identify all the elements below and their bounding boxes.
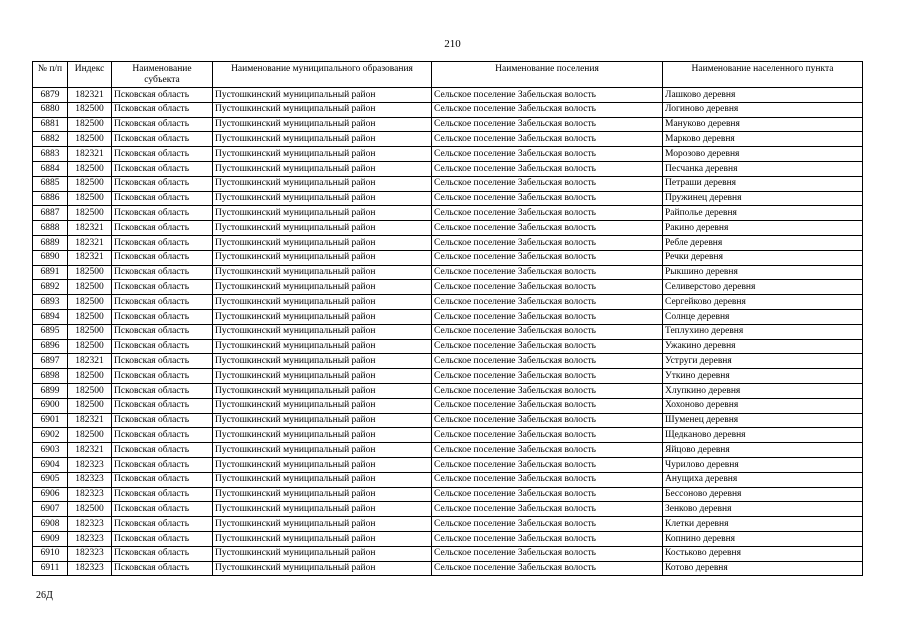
- cell-subject-name: Псковская область: [112, 561, 213, 576]
- cell-postal-index: 182500: [68, 398, 112, 413]
- cell-locality-name: Хохоново деревня: [663, 398, 863, 413]
- cell-subject-name: Псковская область: [112, 443, 213, 458]
- table-row: [33, 309, 863, 324]
- cell-locality-name: Шуменец деревня: [663, 413, 863, 428]
- cell-settlement-name: Сельское поселение Забельская волость: [432, 413, 663, 428]
- cell-row-number: 6896: [33, 339, 68, 354]
- table-body: [33, 88, 863, 576]
- footer-code: 26Д: [36, 590, 53, 601]
- cell-postal-index: 182500: [68, 132, 112, 147]
- cell-postal-index: 182321: [68, 235, 112, 250]
- cell-municipality-name: Пустошкинский муниципальный район: [213, 250, 432, 265]
- table-row: [33, 502, 863, 517]
- table-row: [33, 546, 863, 561]
- cell-row-number: 6899: [33, 383, 68, 398]
- cell-postal-index: 182500: [68, 280, 112, 295]
- cell-municipality-name: Пустошкинский муниципальный район: [213, 132, 432, 147]
- cell-subject-name: Псковская область: [112, 369, 213, 384]
- cell-settlement-name: Сельское поселение Забельская волость: [432, 457, 663, 472]
- cell-settlement-name: Сельское поселение Забельская волость: [432, 339, 663, 354]
- cell-subject-name: Псковская область: [112, 339, 213, 354]
- cell-subject-name: Псковская область: [112, 309, 213, 324]
- table-row: [33, 250, 863, 265]
- cell-row-number: 6909: [33, 531, 68, 546]
- cell-locality-name: Ракино деревня: [663, 221, 863, 236]
- table-row: [33, 531, 863, 546]
- cell-row-number: 6880: [33, 102, 68, 117]
- cell-subject-name: Псковская область: [112, 191, 213, 206]
- cell-subject-name: Псковская область: [112, 428, 213, 443]
- table-row: [33, 88, 863, 103]
- cell-subject-name: Псковская область: [112, 161, 213, 176]
- cell-subject-name: Псковская область: [112, 487, 213, 502]
- cell-postal-index: 182323: [68, 472, 112, 487]
- cell-postal-index: 182321: [68, 221, 112, 236]
- cell-locality-name: Мануково деревня: [663, 117, 863, 132]
- table-row: [33, 443, 863, 458]
- cell-locality-name: Ужакино деревня: [663, 339, 863, 354]
- cell-municipality-name: Пустошкинский муниципальный район: [213, 472, 432, 487]
- table-row: [33, 235, 863, 250]
- table-row: [33, 487, 863, 502]
- cell-locality-name: Морозово деревня: [663, 147, 863, 162]
- cell-locality-name: Рыкшино деревня: [663, 265, 863, 280]
- cell-locality-name: Пружинец деревня: [663, 191, 863, 206]
- cell-municipality-name: Пустошкинский муниципальный район: [213, 235, 432, 250]
- cell-locality-name: Марково деревня: [663, 132, 863, 147]
- cell-subject-name: Псковская область: [112, 117, 213, 132]
- cell-postal-index: 182500: [68, 117, 112, 132]
- cell-settlement-name: Сельское поселение Забельская волость: [432, 443, 663, 458]
- cell-subject-name: Псковская область: [112, 472, 213, 487]
- cell-settlement-name: Сельское поселение Забельская волость: [432, 354, 663, 369]
- table-row: [33, 324, 863, 339]
- cell-municipality-name: Пустошкинский муниципальный район: [213, 354, 432, 369]
- cell-postal-index: 182321: [68, 147, 112, 162]
- col-header-municipality: Наименование муниципального образования: [213, 62, 432, 88]
- cell-row-number: 6881: [33, 117, 68, 132]
- cell-subject-name: Псковская область: [112, 147, 213, 162]
- cell-row-number: 6879: [33, 88, 68, 103]
- cell-municipality-name: Пустошкинский муниципальный район: [213, 339, 432, 354]
- cell-locality-name: Хлупкино деревня: [663, 383, 863, 398]
- cell-subject-name: Псковская область: [112, 295, 213, 310]
- table-row: [33, 102, 863, 117]
- col-header-index: Индекс: [68, 62, 112, 88]
- cell-municipality-name: Пустошкинский муниципальный район: [213, 161, 432, 176]
- cell-postal-index: 182500: [68, 339, 112, 354]
- cell-locality-name: Песчанка деревня: [663, 161, 863, 176]
- cell-municipality-name: Пустошкинский муниципальный район: [213, 398, 432, 413]
- cell-municipality-name: Пустошкинский муниципальный район: [213, 457, 432, 472]
- cell-subject-name: Псковская область: [112, 413, 213, 428]
- cell-settlement-name: Сельское поселение Забельская волость: [432, 176, 663, 191]
- settlements-table: [32, 61, 863, 576]
- cell-municipality-name: Пустошкинский муниципальный район: [213, 413, 432, 428]
- cell-row-number: 6887: [33, 206, 68, 221]
- table-row: [33, 176, 863, 191]
- cell-row-number: 6884: [33, 161, 68, 176]
- cell-postal-index: 182500: [68, 206, 112, 221]
- cell-postal-index: 182323: [68, 487, 112, 502]
- cell-postal-index: 182321: [68, 413, 112, 428]
- cell-row-number: 6892: [33, 280, 68, 295]
- cell-postal-index: 182500: [68, 191, 112, 206]
- cell-postal-index: 182500: [68, 309, 112, 324]
- table-row: [33, 221, 863, 236]
- cell-postal-index: 182500: [68, 102, 112, 117]
- cell-subject-name: Псковская область: [112, 102, 213, 117]
- cell-municipality-name: Пустошкинский муниципальный район: [213, 191, 432, 206]
- cell-subject-name: Псковская область: [112, 132, 213, 147]
- cell-postal-index: 182500: [68, 161, 112, 176]
- cell-row-number: 6901: [33, 413, 68, 428]
- cell-settlement-name: Сельское поселение Забельская волость: [432, 102, 663, 117]
- cell-settlement-name: Сельское поселение Забельская волость: [432, 132, 663, 147]
- cell-subject-name: Псковская область: [112, 250, 213, 265]
- cell-subject-name: Псковская область: [112, 176, 213, 191]
- cell-locality-name: Клетки деревня: [663, 517, 863, 532]
- cell-settlement-name: Сельское поселение Забельская волость: [432, 161, 663, 176]
- cell-municipality-name: Пустошкинский муниципальный район: [213, 487, 432, 502]
- cell-municipality-name: Пустошкинский муниципальный район: [213, 517, 432, 532]
- table-row: [33, 191, 863, 206]
- cell-municipality-name: Пустошкинский муниципальный район: [213, 531, 432, 546]
- cell-postal-index: 182323: [68, 561, 112, 576]
- cell-locality-name: Костьково деревня: [663, 546, 863, 561]
- cell-municipality-name: Пустошкинский муниципальный район: [213, 383, 432, 398]
- cell-municipality-name: Пустошкинский муниципальный район: [213, 309, 432, 324]
- cell-settlement-name: Сельское поселение Забельская волость: [432, 502, 663, 517]
- cell-settlement-name: Сельское поселение Забельская волость: [432, 546, 663, 561]
- cell-row-number: 6891: [33, 265, 68, 280]
- table-row: [33, 339, 863, 354]
- table-row: [33, 206, 863, 221]
- cell-postal-index: 182321: [68, 250, 112, 265]
- cell-postal-index: 182323: [68, 531, 112, 546]
- cell-municipality-name: Пустошкинский муниципальный район: [213, 502, 432, 517]
- cell-row-number: 6897: [33, 354, 68, 369]
- cell-municipality-name: Пустошкинский муниципальный район: [213, 102, 432, 117]
- cell-locality-name: Райполье деревня: [663, 206, 863, 221]
- cell-settlement-name: Сельское поселение Забельская волость: [432, 309, 663, 324]
- cell-municipality-name: Пустошкинский муниципальный район: [213, 147, 432, 162]
- cell-subject-name: Псковская область: [112, 531, 213, 546]
- cell-municipality-name: Пустошкинский муниципальный район: [213, 265, 432, 280]
- cell-row-number: 6883: [33, 147, 68, 162]
- cell-settlement-name: Сельское поселение Забельская волость: [432, 250, 663, 265]
- cell-locality-name: Копнино деревня: [663, 531, 863, 546]
- cell-row-number: 6908: [33, 517, 68, 532]
- cell-subject-name: Псковская область: [112, 546, 213, 561]
- cell-municipality-name: Пустошкинский муниципальный район: [213, 280, 432, 295]
- cell-settlement-name: Сельское поселение Забельская волость: [432, 191, 663, 206]
- cell-subject-name: Псковская область: [112, 398, 213, 413]
- table-row: [33, 280, 863, 295]
- cell-subject-name: Псковская область: [112, 265, 213, 280]
- cell-settlement-name: Сельское поселение Забельская волость: [432, 117, 663, 132]
- cell-row-number: 6905: [33, 472, 68, 487]
- table-row: [33, 161, 863, 176]
- cell-municipality-name: Пустошкинский муниципальный район: [213, 295, 432, 310]
- cell-locality-name: Бессоново деревня: [663, 487, 863, 502]
- cell-postal-index: 182500: [68, 295, 112, 310]
- cell-locality-name: Солнце деревня: [663, 309, 863, 324]
- cell-municipality-name: Пустошкинский муниципальный район: [213, 176, 432, 191]
- cell-locality-name: Котово деревня: [663, 561, 863, 576]
- table-row: [33, 398, 863, 413]
- cell-municipality-name: Пустошкинский муниципальный район: [213, 221, 432, 236]
- cell-postal-index: 182500: [68, 369, 112, 384]
- cell-settlement-name: Сельское поселение Забельская волость: [432, 324, 663, 339]
- cell-settlement-name: Сельское поселение Забельская волость: [432, 206, 663, 221]
- cell-settlement-name: Сельское поселение Забельская волость: [432, 147, 663, 162]
- settlements-table-container: [32, 61, 863, 576]
- cell-subject-name: Псковская область: [112, 280, 213, 295]
- table-row: [33, 132, 863, 147]
- cell-subject-name: Псковская область: [112, 354, 213, 369]
- cell-row-number: 6910: [33, 546, 68, 561]
- col-header-number: № п/п: [33, 62, 68, 88]
- table-row: [33, 561, 863, 576]
- cell-row-number: 6898: [33, 369, 68, 384]
- cell-subject-name: Псковская область: [112, 235, 213, 250]
- cell-locality-name: Селиверстово деревня: [663, 280, 863, 295]
- table-row: [33, 413, 863, 428]
- cell-row-number: 6890: [33, 250, 68, 265]
- cell-municipality-name: Пустошкинский муниципальный район: [213, 88, 432, 103]
- cell-settlement-name: Сельское поселение Забельская волость: [432, 280, 663, 295]
- cell-row-number: 6885: [33, 176, 68, 191]
- cell-subject-name: Псковская область: [112, 502, 213, 517]
- col-header-subject: Наименование субъекта: [112, 62, 213, 88]
- cell-locality-name: Теплухино деревня: [663, 324, 863, 339]
- cell-row-number: 6906: [33, 487, 68, 502]
- table-row: [33, 428, 863, 443]
- cell-settlement-name: Сельское поселение Забельская волость: [432, 531, 663, 546]
- cell-row-number: 6895: [33, 324, 68, 339]
- cell-subject-name: Псковская область: [112, 221, 213, 236]
- table-row: [33, 457, 863, 472]
- cell-postal-index: 182321: [68, 354, 112, 369]
- page-number: 210: [444, 38, 461, 50]
- cell-locality-name: Яйцово деревня: [663, 443, 863, 458]
- table-row: [33, 147, 863, 162]
- cell-locality-name: Щедканово деревня: [663, 428, 863, 443]
- col-header-settlement: Наименование поселения: [432, 62, 663, 88]
- table-row: [33, 383, 863, 398]
- cell-settlement-name: Сельское поселение Забельская волость: [432, 517, 663, 532]
- cell-locality-name: Петраши деревня: [663, 176, 863, 191]
- cell-locality-name: Уструги деревня: [663, 354, 863, 369]
- col-header-locality: Наименование населенного пункта: [663, 62, 863, 88]
- cell-settlement-name: Сельское поселение Забельская волость: [432, 487, 663, 502]
- cell-locality-name: Речки деревня: [663, 250, 863, 265]
- cell-subject-name: Псковская область: [112, 206, 213, 221]
- cell-locality-name: Сергейково деревня: [663, 295, 863, 310]
- cell-municipality-name: Пустошкинский муниципальный район: [213, 561, 432, 576]
- cell-municipality-name: Пустошкинский муниципальный район: [213, 428, 432, 443]
- cell-municipality-name: Пустошкинский муниципальный район: [213, 117, 432, 132]
- cell-postal-index: 182500: [68, 176, 112, 191]
- cell-subject-name: Псковская область: [112, 383, 213, 398]
- table-row: [33, 295, 863, 310]
- cell-subject-name: Псковская область: [112, 517, 213, 532]
- cell-postal-index: 182500: [68, 265, 112, 280]
- cell-municipality-name: Пустошкинский муниципальный район: [213, 546, 432, 561]
- cell-postal-index: 182500: [68, 324, 112, 339]
- cell-settlement-name: Сельское поселение Забельская волость: [432, 88, 663, 103]
- cell-postal-index: 182323: [68, 517, 112, 532]
- cell-row-number: 6900: [33, 398, 68, 413]
- cell-postal-index: 182321: [68, 88, 112, 103]
- cell-locality-name: Чурилово деревня: [663, 457, 863, 472]
- table-row: [33, 472, 863, 487]
- cell-row-number: 6889: [33, 235, 68, 250]
- cell-locality-name: Анущиха деревня: [663, 472, 863, 487]
- cell-locality-name: Ребле деревня: [663, 235, 863, 250]
- table-row: [33, 354, 863, 369]
- cell-row-number: 6903: [33, 443, 68, 458]
- cell-settlement-name: Сельское поселение Забельская волость: [432, 235, 663, 250]
- cell-settlement-name: Сельское поселение Забельская волость: [432, 295, 663, 310]
- cell-settlement-name: Сельское поселение Забельская волость: [432, 561, 663, 576]
- cell-locality-name: Логиново деревня: [663, 102, 863, 117]
- table-row: [33, 517, 863, 532]
- cell-settlement-name: Сельское поселение Забельская волость: [432, 428, 663, 443]
- cell-municipality-name: Пустошкинский муниципальный район: [213, 369, 432, 384]
- cell-subject-name: Псковская область: [112, 88, 213, 103]
- cell-postal-index: 182500: [68, 383, 112, 398]
- cell-municipality-name: Пустошкинский муниципальный район: [213, 206, 432, 221]
- cell-settlement-name: Сельское поселение Забельская волость: [432, 472, 663, 487]
- cell-settlement-name: Сельское поселение Забельская волость: [432, 398, 663, 413]
- cell-row-number: 6886: [33, 191, 68, 206]
- cell-postal-index: 182500: [68, 502, 112, 517]
- cell-settlement-name: Сельское поселение Забельская волость: [432, 383, 663, 398]
- cell-locality-name: Уткино деревня: [663, 369, 863, 384]
- cell-postal-index: 182321: [68, 443, 112, 458]
- cell-postal-index: 182500: [68, 428, 112, 443]
- cell-postal-index: 182323: [68, 457, 112, 472]
- table-header-row: [33, 62, 863, 88]
- cell-settlement-name: Сельское поселение Забельская волость: [432, 265, 663, 280]
- cell-postal-index: 182323: [68, 546, 112, 561]
- cell-row-number: 6902: [33, 428, 68, 443]
- cell-locality-name: Лашково деревня: [663, 88, 863, 103]
- cell-row-number: 6904: [33, 457, 68, 472]
- cell-subject-name: Псковская область: [112, 324, 213, 339]
- table-row: [33, 117, 863, 132]
- cell-settlement-name: Сельское поселение Забельская волость: [432, 221, 663, 236]
- cell-row-number: 6888: [33, 221, 68, 236]
- cell-row-number: 6893: [33, 295, 68, 310]
- cell-row-number: 6882: [33, 132, 68, 147]
- table-row: [33, 265, 863, 280]
- cell-subject-name: Псковская область: [112, 457, 213, 472]
- cell-row-number: 6911: [33, 561, 68, 576]
- cell-locality-name: Зенково деревня: [663, 502, 863, 517]
- table-row: [33, 369, 863, 384]
- cell-municipality-name: Пустошкинский муниципальный район: [213, 324, 432, 339]
- cell-row-number: 6907: [33, 502, 68, 517]
- cell-row-number: 6894: [33, 309, 68, 324]
- cell-settlement-name: Сельское поселение Забельская волость: [432, 369, 663, 384]
- cell-municipality-name: Пустошкинский муниципальный район: [213, 443, 432, 458]
